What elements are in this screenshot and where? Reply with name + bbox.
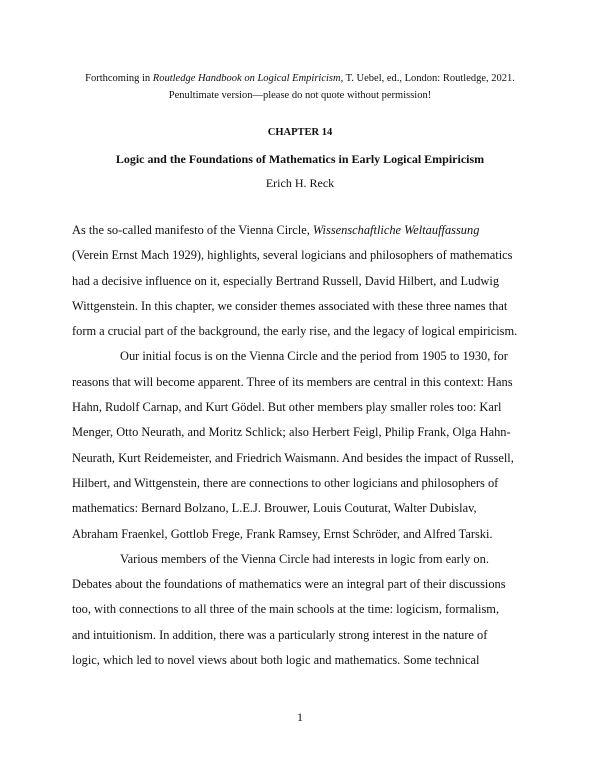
paragraph-2-line-7: mathematics: Bernard Bolzano, L.E.J. Brouwer, Louis Couturat, Walter Dubislav, [72,501,477,516]
author-name: Erich H. Reck [265,176,335,190]
paragraph-2-line-2: reasons that will become apparent. Three of its members are central in this context: Hans [72,374,513,389]
publication-note-line-2: Penultimate version—please do not quote without permission! [168,90,432,101]
chapter-title: Logic and the Foundations of Mathematics in Early Logical Empiricism [115,152,485,166]
paragraph-1-line-1: As the so-called manifesto of the Vienna Circle, Wissenschaftliche Weltauffassung [72,223,480,237]
paragraph-2-line-8: Abraham Fraenkel, Gottlob Frege, Frank Ramsey, Ernst Schröder, and Alfred Tarski. [72,526,493,541]
paragraph-3-line-4: and intuitionism. In addition, there was a particularly strong interest in the nature of [72,627,488,642]
paragraph-1-line-4: Wittgenstein. In this chapter, we consider themes associated with these three names that [72,298,508,313]
paragraph-2-line-5: Neurath, Kurt Reidemeister, and Friedrich Waismann. And besides the impact of Russell, [72,450,514,465]
paragraph-3-line-1: Various members of the Vienna Circle had interests in logic from early on. [120,551,489,566]
paragraph-2-line-3: Hahn, Rudolf Carnap, and Kurt Gödel. But other members play smaller roles too: Karl [72,400,502,415]
handbook-title: Routledge Handbook on Logical Empiricism [152,73,341,84]
paragraph-1-line-2: (Verein Ernst Mach 1929), highlights, several logicians and philosophers of mathematics [72,248,513,263]
paragraph-2-line-6: Hilbert, and Wittgenstein, there are connections to other logicians and philosophers of [72,475,499,490]
paragraph-1-line-3: had a decisive influence on it, especially Bertrand Russell, David Hilbert, and Ludwig [72,273,500,288]
manifesto-title: Wissenschaftliche Weltauffassung [312,223,480,237]
body-text [72,218,532,673]
paragraph-3-line-5: logic, which led to novel views about both logic and mathematics. Some technical [72,653,480,668]
paragraph-2-line-1: Our initial focus is on the Vienna Circle and the period from 1905 to 1930, for [120,349,508,364]
paragraph-3-line-2: Debates about the foundations of mathematics were an integral part of their discussions [72,577,506,592]
chapter-label: CHAPTER 14 [267,127,333,138]
page-number: 1 [297,710,303,724]
paragraph-3-line-3: too, with connections to all three of the main schools at the time: logicism, formalism, [72,602,500,617]
publication-note-line-1: Forthcoming in Routledge Handbook on Logical Empiricism, T. Uebel, ed., London: Routledge, 2021. [85,73,515,84]
paragraph-2-line-4: Menger, Otto Neurath, and Moritz Schlick; also Herbert Feigl, Philip Frank, Olga Hahn- [72,425,511,440]
paragraph-1-line-5: form a crucial part of the background, the early rise, and the legacy of logical empiricism. [72,324,518,339]
publication-note [60,70,540,104]
